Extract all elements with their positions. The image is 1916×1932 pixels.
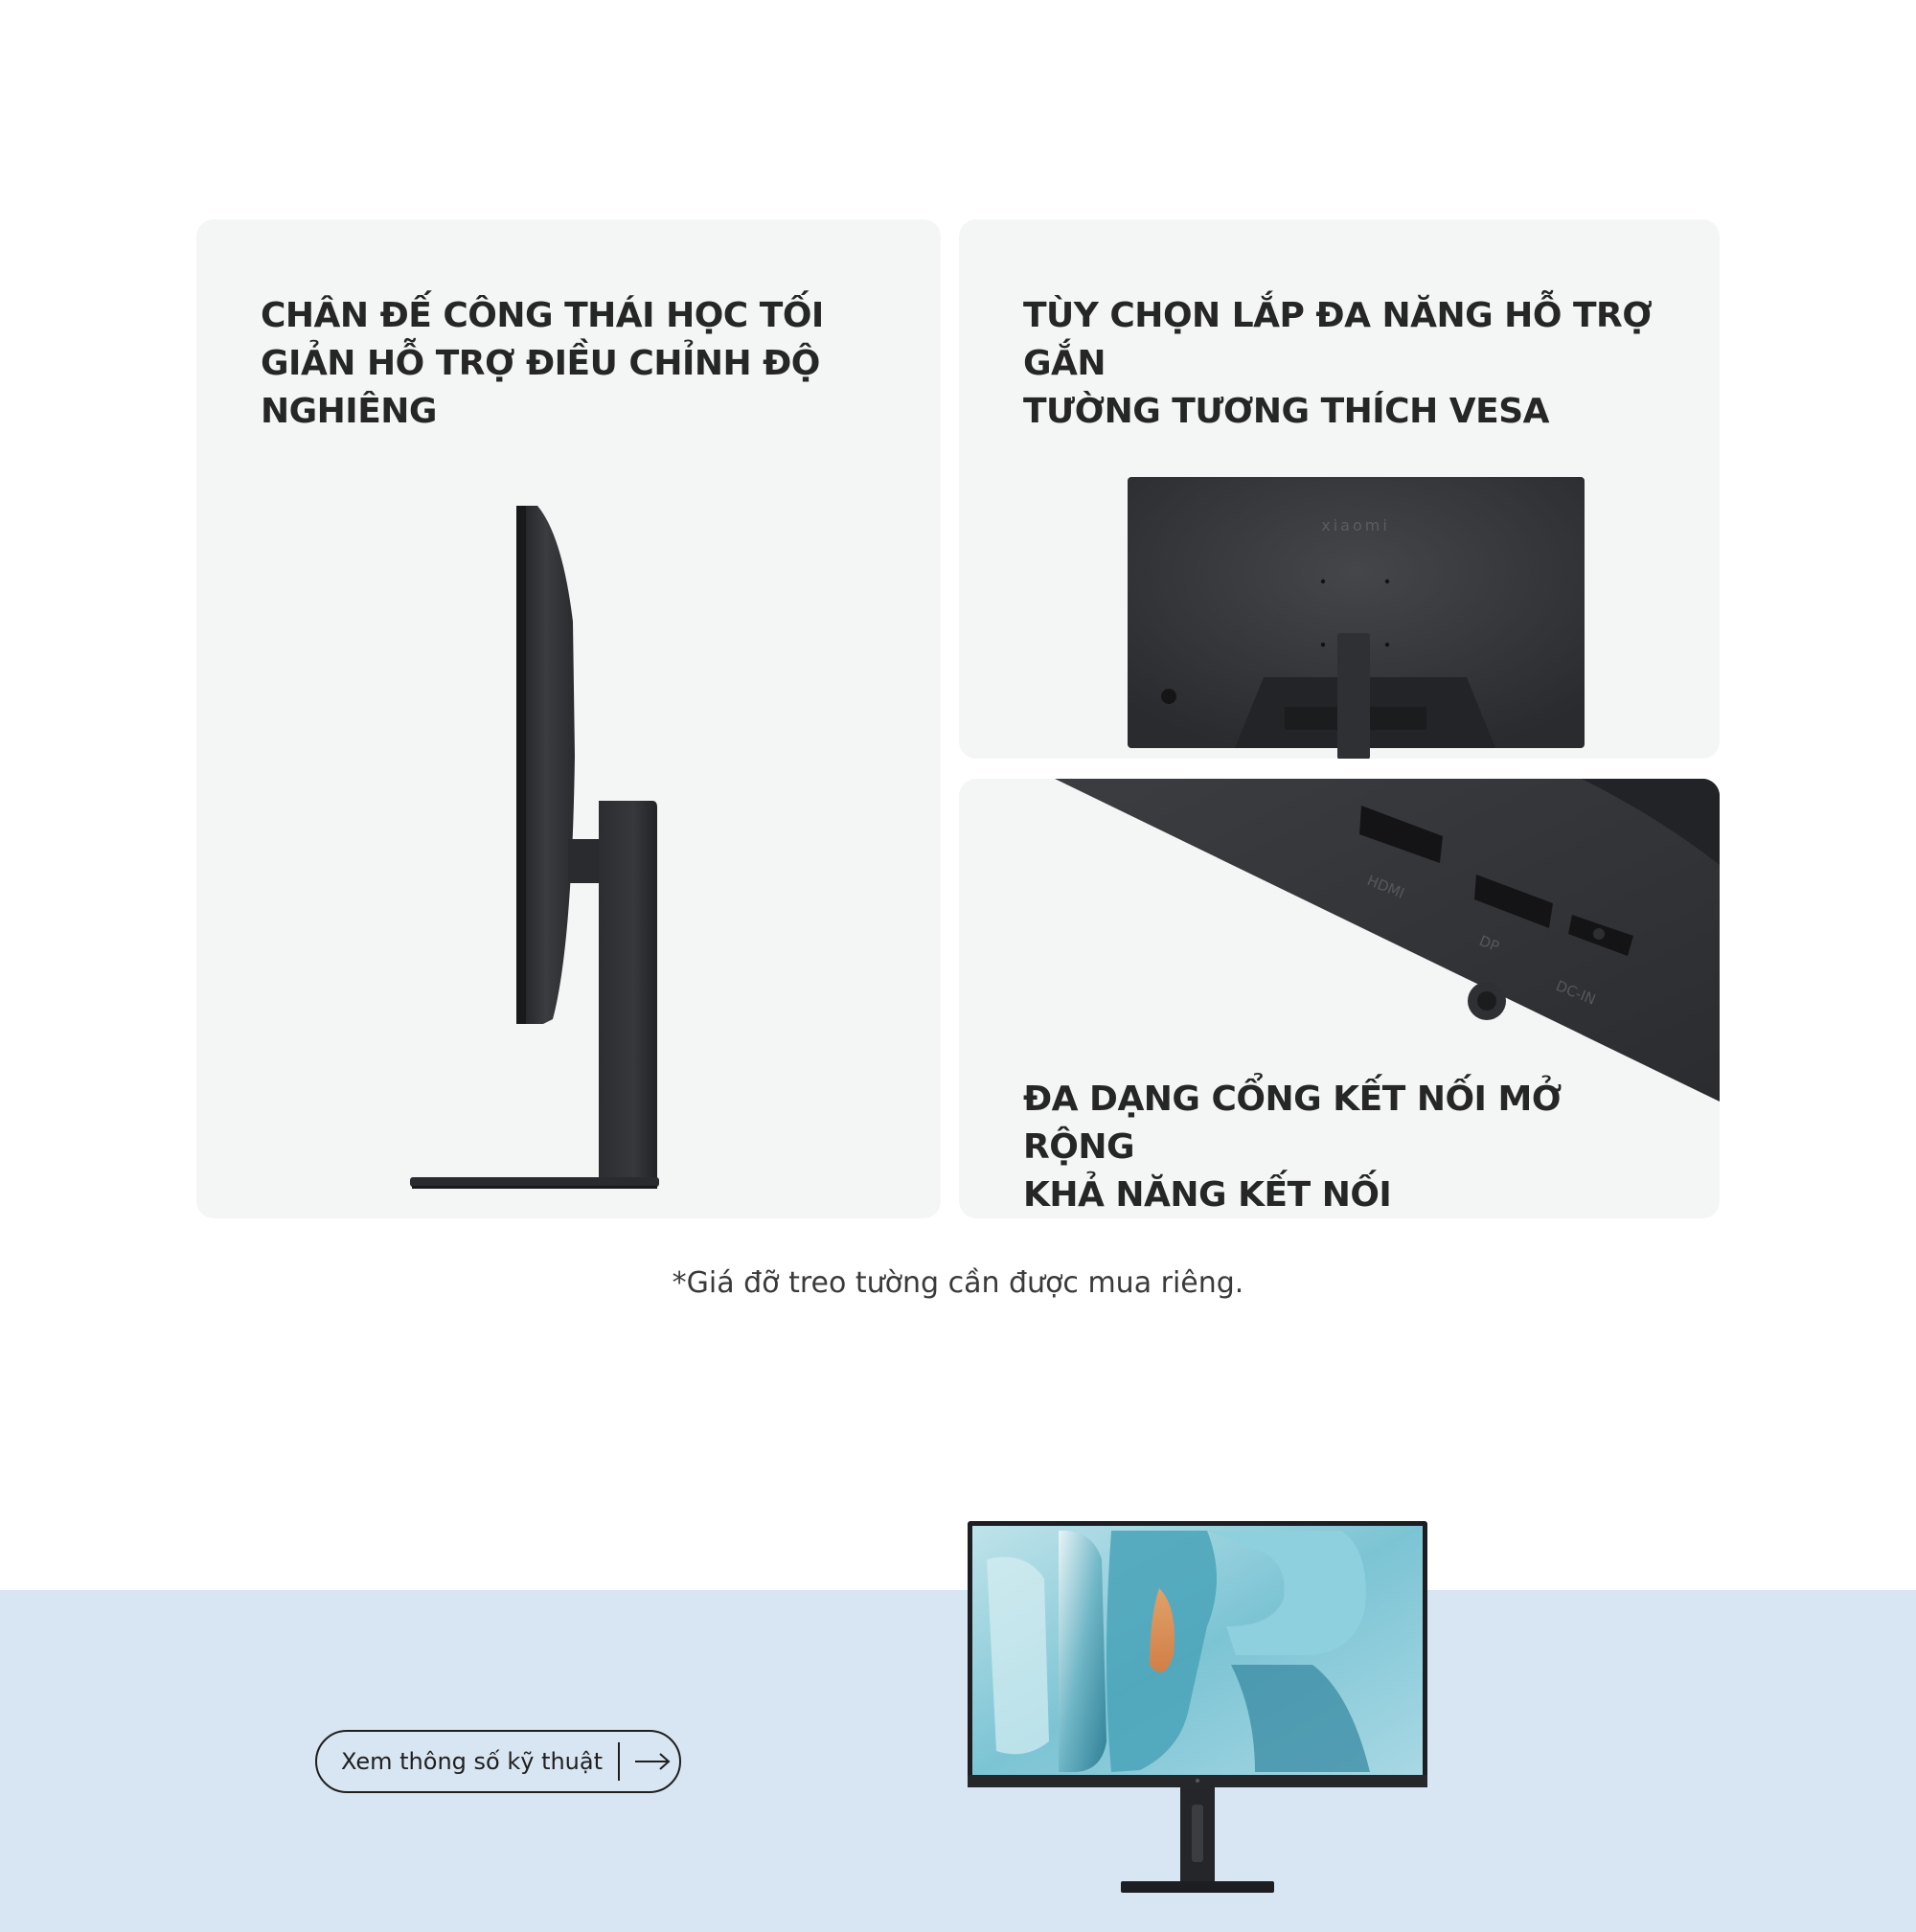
vesa-title-line-2: TƯỜNG TƯƠNG THÍCH VESA: [1023, 392, 1549, 431]
ports-feature-card: [959, 779, 1720, 1218]
arrow-right-icon: [633, 1752, 672, 1771]
vesa-feature-card: [959, 219, 1720, 759]
button-divider: [618, 1742, 620, 1781]
stand-title-line-3: NGHIÊNG: [261, 392, 437, 431]
view-specs-button[interactable]: [315, 1730, 681, 1793]
monitor-front-view-image: [968, 1521, 1427, 1899]
ports-title-line-1: ĐA DẠNG CỔNG KẾT NỐI MỞ RỘNG: [1023, 1080, 1562, 1167]
vesa-title-line-1: TÙY CHỌN LẮP ĐA NĂNG HỖ TRỢ GẮN: [1023, 296, 1653, 383]
view-specs-button-label: Xem thông số kỹ thuật: [341, 1748, 604, 1775]
stand-feature-card: [196, 219, 941, 1218]
hdmi-port-label: HDMI: [1364, 872, 1407, 902]
dc-in-port-label: DC-IN: [1553, 977, 1599, 1009]
stand-title-line-1: CHÂN ĐẾ CÔNG THÁI HỌC TỐI: [261, 296, 824, 335]
wall-mount-footnote: *Giá đỡ treo tường cần được mua riêng.: [672, 1266, 1244, 1300]
monitor-side-view-image: [196, 219, 941, 1218]
brand-logo-text: xiaomi: [1321, 516, 1390, 534]
ports-title-line-2: KHẢ NĂNG KẾT NỐI: [1023, 1175, 1392, 1215]
monitor-back-view-image: [959, 219, 1720, 759]
dp-port-label: DP: [1476, 932, 1502, 956]
bottom-promo-band: [0, 1590, 1916, 1932]
ports-feature-title: [1023, 1076, 1636, 1218]
stand-title-line-2: GIẢN HỖ TRỢ ĐIỀU CHỈNH ĐỘ: [261, 344, 820, 383]
